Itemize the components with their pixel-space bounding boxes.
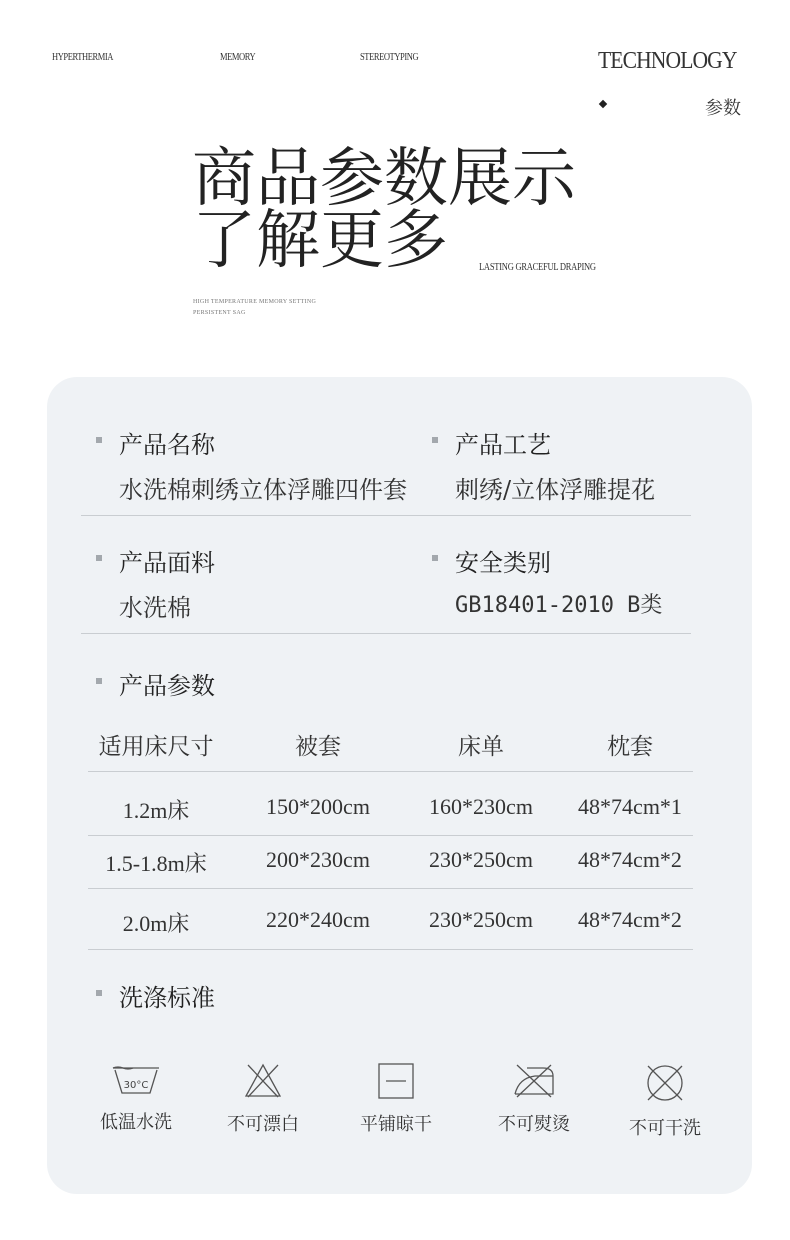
divider: [81, 633, 691, 634]
table-cell: 230*250cm: [429, 847, 533, 872]
section-tag: 参数: [705, 98, 741, 119]
table-cell: 48*74cm*2: [578, 907, 682, 932]
hero-subtitle: LASTING GRACEFUL DRAPING: [479, 262, 596, 273]
spec-label: 产品名称: [96, 425, 407, 460]
table-cell: 48*74cm*1: [578, 794, 682, 819]
nav-item-hyperthermia: HYPERTHERMIA: [52, 52, 113, 63]
params-title: 产品参数: [96, 666, 215, 701]
diamond-icon: [599, 100, 607, 108]
brand-title: TECHNOLOGY: [598, 48, 737, 74]
table-cell: 160*230cm: [429, 794, 533, 819]
spec-label: 产品工艺: [432, 425, 655, 460]
table-cell: 220*240cm: [266, 907, 370, 932]
wash-temp-text: 30°C: [123, 1080, 149, 1091]
low-temp-wash-icon: [110, 1062, 162, 1098]
table-cell: 2.0m床: [122, 911, 190, 936]
header-sheet: 床单: [458, 734, 504, 760]
no-bleach-icon: [243, 1062, 283, 1100]
wash-label: 平铺晾干: [360, 1114, 432, 1135]
spec-value: 刺绣/立体浮雕提花: [455, 476, 656, 504]
wash-item: [489, 1062, 579, 1136]
table-cell: 200*230cm: [266, 847, 370, 872]
divider: [88, 888, 693, 889]
table-cell: 230*250cm: [429, 907, 533, 932]
no-iron-icon: [511, 1062, 557, 1100]
no-dry-clean-icon: [644, 1062, 686, 1104]
wash-item: [218, 1062, 308, 1136]
header-bed-size: 适用床尺寸: [98, 734, 214, 760]
divider: [88, 949, 693, 950]
spec-label: 产品面料: [96, 543, 215, 578]
dry-flat-icon: [377, 1062, 415, 1100]
header-duvet: 被套: [295, 734, 341, 760]
divider: [81, 515, 691, 516]
table-cell: 1.2m床: [122, 798, 190, 823]
nav-item-memory: MEMORY: [220, 52, 256, 63]
wash-label: 不可干洗: [629, 1118, 701, 1139]
wash-label: 低温水洗: [100, 1112, 172, 1133]
spec-label: 安全类别: [432, 543, 662, 578]
spec-value: GB18401-2010 B类: [455, 593, 663, 618]
header-pillowcase: 枕套: [607, 734, 653, 760]
nav-item-stereotyping: STEREOTYPING: [360, 52, 419, 63]
spec-product-craft: [432, 425, 655, 505]
wash-item: [620, 1062, 710, 1140]
wash-item: [91, 1062, 181, 1134]
wash-title: 洗涤标准: [96, 978, 215, 1013]
hero-small-text-1: HIGH TEMPERATURE MEMORY SETTING: [193, 299, 317, 305]
spec-product-fabric: [96, 543, 215, 623]
spec-value: 水洗棉刺绣立体浮雕四件套: [119, 476, 407, 504]
wash-label: 不可漂白: [227, 1114, 299, 1135]
hero-title: [192, 142, 576, 278]
spec-value: 水洗棉: [119, 594, 191, 622]
spec-safety-category: [432, 543, 662, 619]
hero-small-text-2: PERSISTENT SAG: [193, 310, 246, 316]
table-cell: 1.5-1.8m床: [105, 851, 207, 876]
divider: [88, 835, 693, 836]
hero-line-1: 商品参数展示: [192, 142, 576, 216]
hero-line-2: 了解更多: [192, 204, 448, 278]
divider: [88, 771, 693, 772]
wash-label: 不可熨烫: [498, 1114, 570, 1135]
table-cell: 48*74cm*2: [578, 847, 682, 872]
spec-product-name: [96, 425, 407, 505]
table-cell: 150*200cm: [266, 794, 370, 819]
wash-item: [351, 1062, 441, 1136]
